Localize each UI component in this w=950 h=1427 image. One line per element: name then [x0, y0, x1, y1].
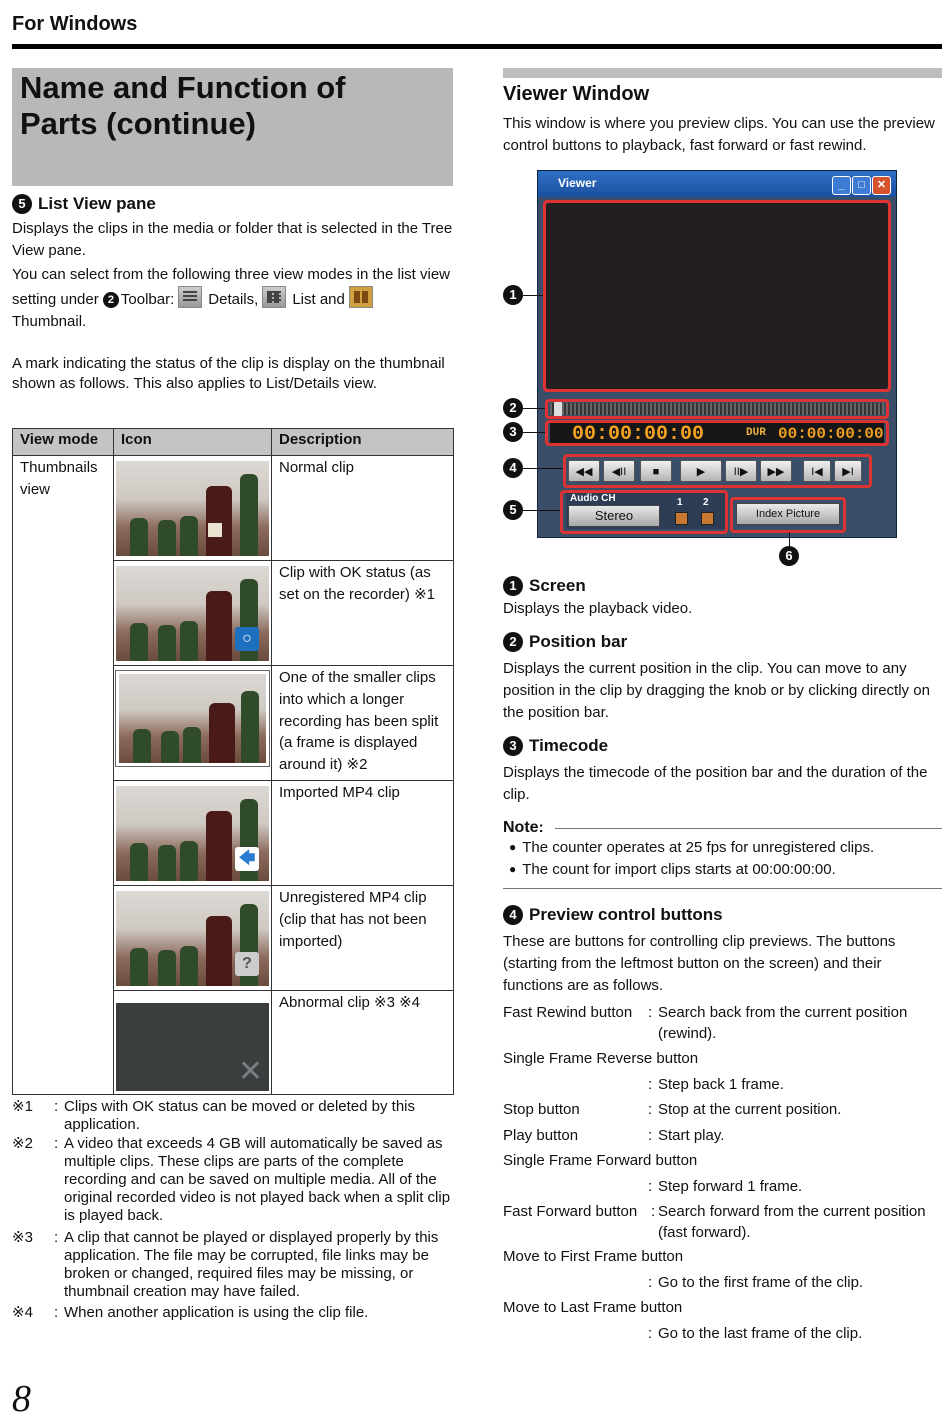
- list-view-title: List View pane: [38, 194, 156, 213]
- desc-cell: Clip with OK status (as set on the recorder) ※1: [272, 561, 454, 666]
- maximize-icon[interactable]: □: [852, 176, 871, 195]
- function-desc: Search forward from the current position (fast forward).: [658, 1203, 926, 1241]
- duration-value: 00:00:00:00: [778, 425, 884, 443]
- note-label: Note: [503, 819, 539, 836]
- play-button[interactable]: ▶: [680, 460, 722, 482]
- list-view-icon: [262, 286, 286, 308]
- section-bar: [503, 68, 942, 78]
- function-sep: :: [648, 1076, 653, 1093]
- screen-highlight: [543, 200, 891, 392]
- fast-rewind-button[interactable]: ◀◀: [568, 460, 600, 482]
- table-row: [13, 456, 454, 561]
- viewer-title: Viewer: [558, 176, 597, 190]
- function-name: Single Frame Forward button: [503, 1152, 698, 1169]
- clip-thumbnail: [116, 461, 269, 556]
- desc-cell: Abnormal clip ※3 ※4: [272, 991, 454, 1095]
- index-highlight: [730, 497, 846, 533]
- index-picture-button[interactable]: Index Picture: [736, 503, 840, 525]
- function-desc: Start play.: [658, 1127, 725, 1144]
- viewer-window-intro: This window is where you preview clips. You can use the preview control buttons to playback, fast forward or fast rewind.: [503, 115, 935, 154]
- question-icon: ?: [235, 952, 259, 976]
- footnote: ※4 : When another application is using the clip file.: [12, 1304, 369, 1321]
- header-rule: [12, 44, 942, 49]
- function-sep: :: [648, 1274, 653, 1291]
- callout-2: 2: [503, 398, 523, 418]
- callout-line: [523, 408, 545, 409]
- desc-cell: Unregistered MP4 clip (clip that has not been imported): [272, 886, 454, 991]
- ch2-label: 2: [703, 497, 709, 508]
- screen-heading: 1 Screen: [503, 574, 943, 599]
- footnote: ※2 : A video that exceeds 4 GB will automatically be saved as multiple clips. These clips are parts of the complete recording and can be saved on multiple media. All of the original recorded video is not played back when a split clip is played back.: [12, 1135, 451, 1224]
- ok-status-icon: ○: [235, 627, 259, 651]
- footnote: ※3 : A clip that cannot be played or displayed properly by this application. The file may be corrupted, file links may be broken or changed, required files may be missing, or thumbnail creation may have failed.: [12, 1229, 439, 1300]
- note-header: Note:: [503, 816, 942, 839]
- thumbnail-view-icon: [349, 286, 373, 308]
- position-bar-desc: Displays the current position in the clip. You can move to any position in the clip by dragging the knob or by clicking directly on the position bar.: [503, 660, 930, 721]
- note-rule: [555, 828, 942, 829]
- toolbar-number-badge: 2: [103, 292, 119, 308]
- function-sep: :: [648, 1004, 653, 1021]
- page-title-box: [12, 68, 453, 186]
- last-frame-button[interactable]: ▶I: [834, 460, 862, 482]
- position-highlight: [545, 399, 889, 419]
- function-name: Stop button: [503, 1101, 580, 1118]
- desc-cell: Normal clip: [272, 456, 454, 561]
- note-bullet: ● The counter operates at 25 fps for unregistered clips.: [509, 837, 874, 859]
- function-name: Move to Last Frame button: [503, 1299, 683, 1316]
- function-name: Fast Rewind button: [503, 1004, 633, 1021]
- frame-reverse-button[interactable]: ◀II: [603, 460, 635, 482]
- list-view-heading: [12, 192, 453, 217]
- timecode-value: 00:00:00:00: [572, 423, 705, 446]
- minimize-icon[interactable]: _: [832, 176, 851, 195]
- function-sep: :: [651, 1203, 656, 1220]
- callout-line: [523, 468, 563, 469]
- function-name: Single Frame Reverse button: [503, 1050, 699, 1067]
- function-sep: :: [648, 1178, 653, 1195]
- fast-forward-button[interactable]: ▶▶: [760, 460, 792, 482]
- view-mode-cell: Thumbnails view: [13, 456, 114, 1095]
- audio-ch-label: Audio CH: [570, 493, 616, 504]
- timecode-highlight: [545, 420, 889, 446]
- callout-line: [789, 532, 790, 546]
- callout-1: 1: [503, 285, 523, 305]
- page-title: [20, 70, 346, 143]
- frame-forward-button[interactable]: II▶: [725, 460, 757, 482]
- page-number: 8: [12, 1378, 31, 1420]
- callout-line: [523, 295, 543, 296]
- view-modes-desc: You can select from the following three view modes in the list view setting under 2 Toolbar: Details, List and Thumbnail.: [12, 266, 450, 330]
- function-desc: Stop at the current position.: [658, 1101, 842, 1118]
- callout-4: 4: [503, 458, 523, 478]
- position-bar-heading: 2 Position bar: [503, 630, 943, 655]
- status-mark-desc: A mark indicating the status of the clip is display on the thumbnail shown as follows. This also applies to List/Details view.: [12, 355, 445, 392]
- preview-controls-heading: 4 Preview control buttons: [503, 903, 943, 928]
- stop-button[interactable]: ■: [640, 460, 672, 482]
- function-desc: Step back 1 frame.: [658, 1076, 784, 1093]
- viewer-window-heading: Viewer Window: [503, 83, 650, 105]
- split-clip-thumbnail: [116, 671, 269, 766]
- function-name: Play button: [503, 1127, 579, 1144]
- list-view-desc: Displays the clips in the media or folder that is selected in the Tree View pane.: [12, 220, 453, 259]
- function-desc: Step forward 1 frame.: [658, 1178, 803, 1195]
- col-header-description: Description: [272, 429, 454, 456]
- view-mode-table: [12, 428, 454, 1095]
- footnote: ※1 : Clips with OK status can be moved or deleted by this application.: [12, 1098, 416, 1133]
- details-view-icon: [178, 286, 202, 308]
- import-arrow-icon: 🡄: [235, 847, 259, 871]
- abnormal-clip-thumbnail: [116, 1003, 269, 1091]
- note-bullet: ● The count for import clips starts at 00:00:00:00.: [509, 859, 836, 881]
- desc-cell: Imported MP4 clip: [272, 781, 454, 886]
- close-icon[interactable]: ✕: [872, 176, 891, 195]
- function-desc: Go to the first frame of the clip.: [658, 1274, 864, 1291]
- callout-6: 6: [779, 546, 799, 566]
- function-desc: Search back from the current position (rewind).: [658, 1004, 908, 1042]
- callout-line: [523, 432, 545, 433]
- ch1-label: 1: [677, 497, 683, 508]
- desc-cell: One of the smaller clips into which a longer recording has been split (a frame is displayed around it) ※2: [272, 666, 454, 781]
- viewer-window: [537, 170, 897, 538]
- page-title-line1: Name and Function of: [20, 70, 346, 105]
- callout-3: 3: [503, 422, 523, 442]
- timecode-heading: 3 Timecode: [503, 734, 943, 759]
- stereo-button[interactable]: Stereo: [568, 505, 660, 527]
- function-sep: :: [648, 1127, 653, 1144]
- function-sep: :: [648, 1101, 653, 1118]
- function-name: Fast Forward button: [503, 1203, 638, 1220]
- col-header-view-mode: View mode: [13, 429, 114, 456]
- section-header: For Windows: [12, 13, 138, 35]
- dur-label: DUR: [746, 427, 766, 439]
- first-frame-button[interactable]: I◀: [803, 460, 831, 482]
- viewer-title-bar: [538, 171, 896, 197]
- page-title-line2: Parts (continue): [20, 106, 256, 142]
- clip-thumbnail: [116, 566, 269, 661]
- callout-line: [523, 510, 560, 511]
- function-sep: :: [648, 1325, 653, 1342]
- audio-highlight: [560, 490, 728, 534]
- note-end-rule: [503, 888, 942, 889]
- function-name: Move to First Frame button: [503, 1248, 684, 1265]
- clip-thumbnail: [116, 891, 269, 986]
- x-icon: ✕: [237, 1055, 263, 1088]
- preview-controls-desc: These are buttons for controlling clip previews. The buttons (starting from the leftmost button on the screen) and their functions are as follows.: [503, 933, 896, 994]
- callout-5: 5: [503, 500, 523, 520]
- function-desc: Go to the last frame of the clip.: [658, 1325, 863, 1342]
- number-badge: 5: [12, 194, 32, 214]
- clip-thumbnail: [116, 786, 269, 881]
- controls-highlight: [563, 454, 872, 488]
- screen-desc: Displays the playback video.: [503, 600, 693, 617]
- timecode-desc: Displays the timecode of the position bar and the duration of the clip.: [503, 764, 928, 803]
- col-header-icon: Icon: [114, 429, 272, 456]
